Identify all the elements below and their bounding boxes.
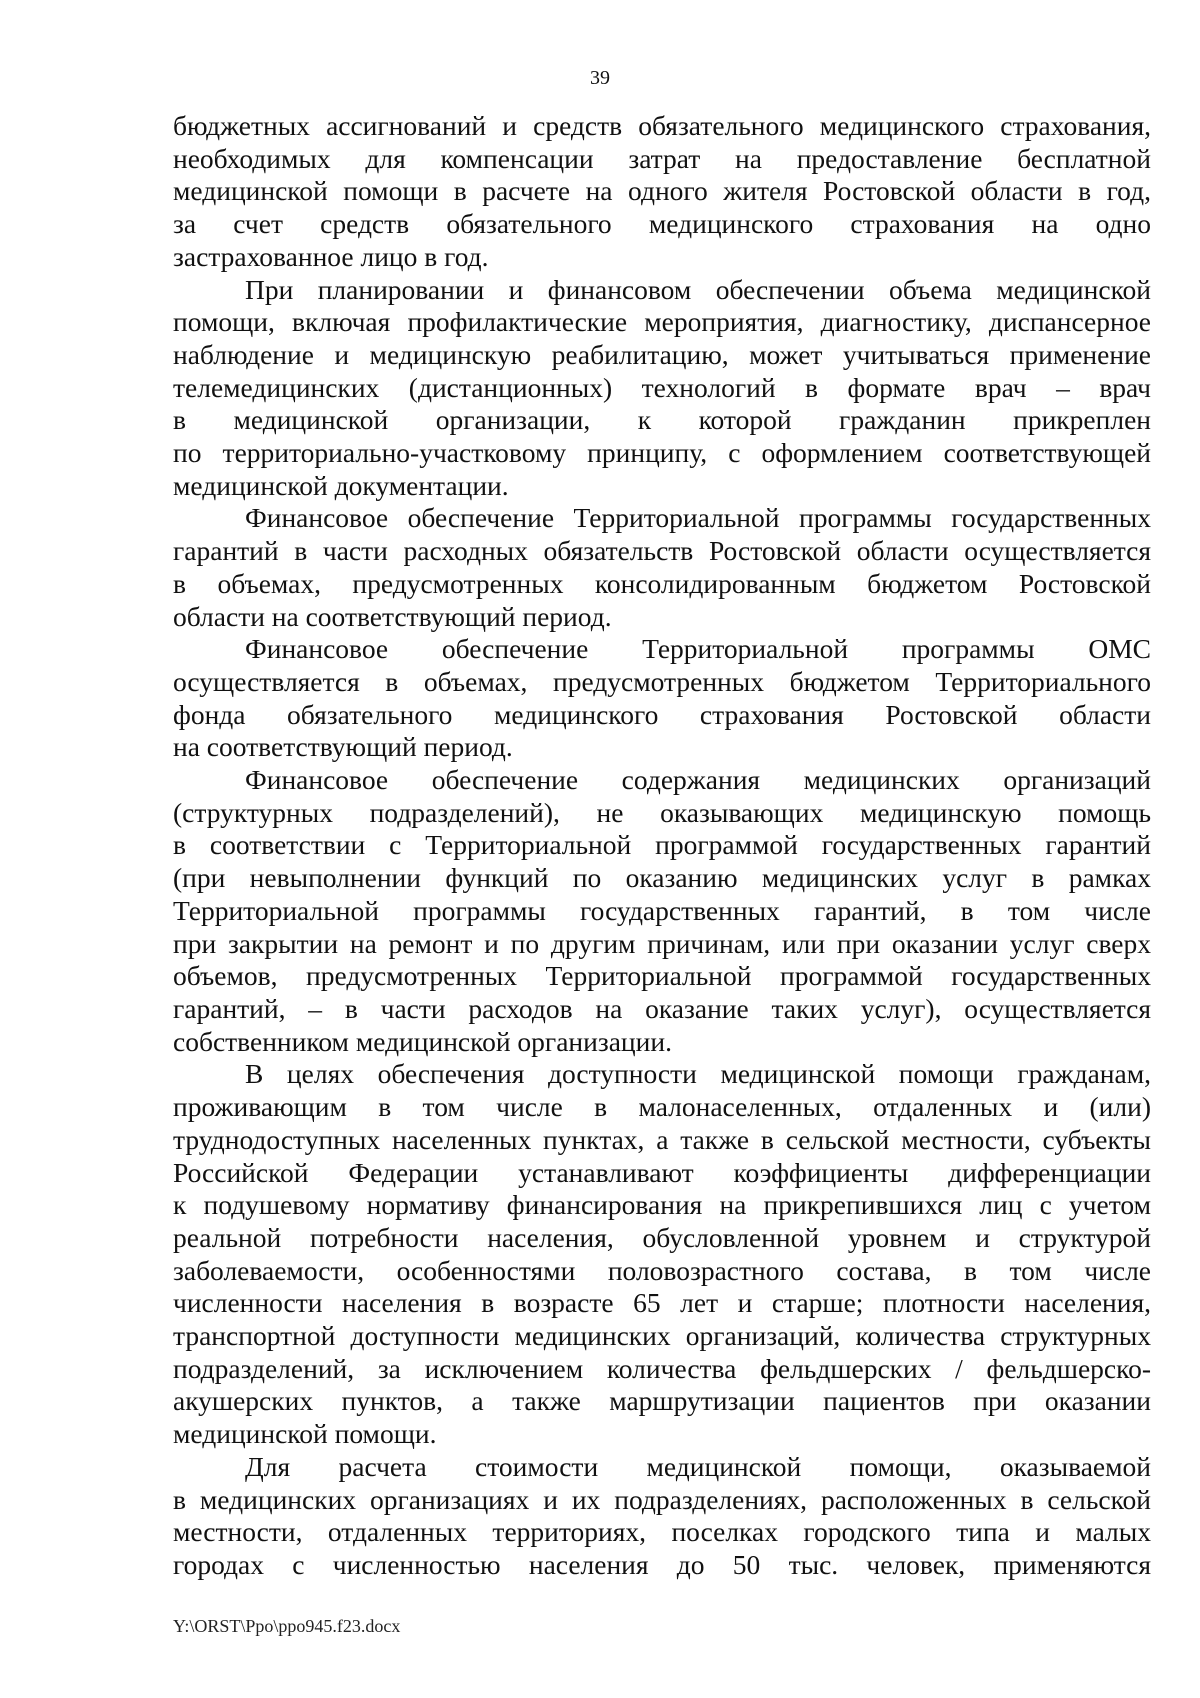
paragraph — [173, 502, 1151, 633]
paragraph — [173, 1058, 1151, 1450]
text-line: медицинской документации. — [173, 469, 509, 501]
text-line: местности, отдаленных территориях, поселках городского типа и малых — [173, 1516, 1151, 1548]
text-line: транспортной доступности медицинских организаций, количества структурных — [173, 1320, 1151, 1352]
text-line: подразделений, за исключением количества фельдшерских / фельдшерско- — [173, 1352, 1151, 1384]
text-line: труднодоступных населенных пунктах, а также в сельской местности, субъекты — [173, 1123, 1151, 1155]
paragraph — [173, 274, 1151, 503]
text-line: медицинской помощи. — [173, 1418, 437, 1450]
text-line: Для расчета стоимости медицинской помощи, оказываемой — [245, 1450, 1151, 1482]
text-line: Финансовое обеспечение Территориальной программы ОМС — [245, 633, 1151, 665]
text-line: Финансовое обеспечение содержания медицинских организаций — [245, 764, 1151, 796]
page-number: 39 — [590, 67, 610, 89]
document-body — [173, 110, 1151, 1582]
text-line: В целях обеспечения доступности медицинской помощи гражданам, — [245, 1058, 1151, 1090]
text-line: гарантий, – в части расходов на оказание таких услуг), осуществляется — [173, 992, 1151, 1024]
text-line: к подушевому нормативу финансирования на прикрепившихся лиц с учетом — [173, 1189, 1151, 1221]
text-line: застрахованное лицо в год. — [173, 240, 489, 272]
text-line: необходимых для компенсации затрат на предоставление бесплатной — [173, 142, 1151, 174]
text-line: численности населения в возрасте 65 лет и старше; плотности населения, — [173, 1287, 1151, 1319]
text-line: медицинской помощи в расчете на одного жителя Ростовской области в год, — [173, 175, 1151, 207]
text-line: на соответствующий период. — [173, 731, 513, 763]
text-line: При планировании и финансовом обеспечении объема медицинской — [245, 273, 1151, 305]
text-line: Финансовое обеспечение Территориальной программы государственных — [245, 502, 1151, 534]
paragraph — [173, 633, 1151, 764]
text-line: наблюдение и медицинскую реабилитацию, может учитываться применение — [173, 338, 1151, 370]
paragraph — [173, 110, 1151, 274]
text-line: гарантий в части расходных обязательств Ростовской области осуществляется — [173, 535, 1151, 567]
text-line: реальной потребности населения, обусловленной уровнем и структурой — [173, 1221, 1151, 1253]
text-line: Российской Федерации устанавливают коэффициенты дифференциации — [173, 1156, 1151, 1188]
text-line: в соответствии с Территориальной программой государственных гарантий — [173, 829, 1151, 861]
text-line: бюджетных ассигнований и средств обязательного медицинского страхования, — [173, 110, 1151, 141]
text-line: заболеваемости, особенностями половозрастного состава, в том числе — [173, 1254, 1151, 1286]
footer-file-path: Y:\ORST\Ppo\ppo945.f23.docx — [173, 1616, 401, 1636]
text-line: осуществляется в объемах, предусмотренных бюджетом Территориального — [173, 665, 1151, 697]
text-line: в медицинской организации, к которой гражданин прикреплен — [173, 404, 1151, 436]
text-line: в объемах, предусмотренных консолидированным бюджетом Ростовской — [173, 567, 1151, 599]
text-line: области на соответствующий период. — [173, 600, 612, 632]
paragraph — [173, 764, 1151, 1058]
text-line: помощи, включая профилактические мероприятия, диагностику, диспансерное — [173, 306, 1151, 338]
text-line: собственником медицинской организации. — [173, 1025, 672, 1057]
text-line: проживающим в том числе в малонаселенных, отдаленных и (или) — [173, 1091, 1151, 1123]
text-line: акушерских пунктов, а также маршрутизации пациентов при оказании — [173, 1385, 1151, 1417]
text-line: при закрытии на ремонт и по другим причинам, или при оказании услуг сверх — [173, 927, 1151, 959]
text-line: по территориально-участковому принципу, с оформлением соответствующей — [173, 437, 1151, 469]
text-line: городах с численностью населения до 50 тыс. человек, применяются — [173, 1548, 1151, 1580]
text-line: фонда обязательного медицинского страхования Ростовской области — [173, 698, 1151, 730]
text-line: (при невыполнении функций по оказанию медицинских услуг в рамках — [173, 862, 1151, 894]
text-line: за счет средств обязательного медицинского страхования на одно — [173, 208, 1151, 240]
text-line: (структурных подразделений), не оказывающих медицинскую помощь — [173, 796, 1151, 828]
text-line: Территориальной программы государственных гарантий, в том числе — [173, 894, 1151, 926]
text-line: в медицинских организациях и их подразделениях, расположенных в сельской — [173, 1483, 1151, 1515]
text-line: телемедицинских (дистанционных) технологий в формате врач – врач — [173, 371, 1151, 403]
text-line: объемов, предусмотренных Территориальной программой государственных — [173, 960, 1151, 992]
paragraph — [173, 1451, 1151, 1582]
